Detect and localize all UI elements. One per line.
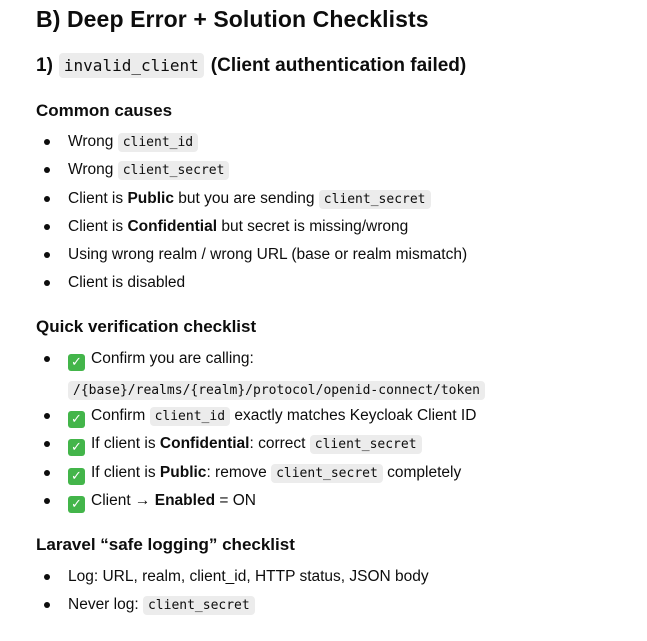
list-item	[36, 406, 636, 434]
item-text: Client →	[91, 491, 151, 509]
error-description: (Client authentication failed)	[210, 54, 467, 76]
check-icon: ✓	[68, 496, 85, 513]
check-icon: ✓	[68, 439, 85, 456]
item-text: : remove	[206, 463, 267, 481]
inline-code: client_secret	[310, 435, 422, 454]
item-text: but secret is missing/wrong	[221, 217, 409, 235]
item-text: Log: URL, realm, client_id, HTTP status, JSON body	[68, 568, 429, 585]
item-bold: Enabled	[154, 491, 216, 509]
item-text: Client is disabled	[68, 274, 186, 292]
item-text: Wrong	[68, 133, 114, 150]
bullet-icon	[44, 280, 50, 286]
item-text: Confirm	[91, 407, 146, 424]
item-bold: Public	[127, 189, 174, 207]
bullet-icon	[44, 413, 50, 419]
item-text: = ON	[219, 491, 256, 509]
item-text: If client is	[91, 463, 156, 481]
list-item	[36, 595, 636, 623]
item-bold: Confidential	[127, 217, 218, 235]
item-text: completely	[387, 463, 462, 481]
list-item	[36, 349, 636, 406]
inline-code: client_secret	[319, 190, 431, 209]
bullet-icon	[44, 224, 50, 230]
item-text: Client is	[68, 217, 124, 235]
causes-title: Common causes	[36, 101, 173, 120]
item-text: Wrong	[68, 161, 114, 179]
list-item	[36, 567, 636, 595]
logging-title: Laravel “safe logging” checklist	[36, 535, 295, 554]
item-text: Client is	[68, 189, 124, 207]
inline-code: client_secret	[118, 161, 230, 180]
item-text: but you are sending	[178, 189, 315, 207]
error-heading	[36, 53, 466, 78]
item-text: exactly matches Keycloak Client ID	[234, 407, 477, 424]
list-item	[36, 160, 636, 188]
item-bold: Confidential	[159, 435, 250, 453]
item-text: Confirm you are calling:	[91, 350, 254, 367]
section-heading: B) Deep Error + Solution Checklists	[36, 6, 429, 32]
bullet-icon	[44, 441, 50, 447]
causes-list	[36, 132, 636, 302]
list-item	[36, 217, 636, 245]
bullet-icon	[44, 139, 50, 145]
verify-title: Quick verification checklist	[36, 317, 257, 336]
check-icon: ✓	[68, 411, 85, 428]
item-bold: Public	[159, 463, 207, 481]
item-text: Never log:	[68, 596, 139, 614]
bullet-icon	[44, 252, 50, 258]
list-item	[36, 132, 636, 160]
item-text: : correct	[249, 435, 306, 453]
list-item	[36, 434, 636, 462]
list-item	[36, 491, 636, 519]
list-item	[36, 245, 636, 273]
list-item	[36, 273, 636, 301]
inline-code: client_secret	[271, 464, 383, 483]
bullet-icon	[44, 574, 50, 580]
item-text: Using wrong realm / wrong URL (base or realm mismatch)	[68, 246, 468, 264]
error-code: invalid_client	[59, 53, 204, 78]
error-number: 1)	[36, 54, 53, 76]
bullet-icon	[44, 356, 50, 362]
list-item	[36, 463, 636, 491]
item-text: If client is	[91, 435, 156, 453]
bullet-icon	[44, 196, 50, 202]
check-icon: ✓	[68, 354, 85, 371]
bullet-icon	[44, 498, 50, 504]
verify-list	[36, 349, 636, 519]
check-icon: ✓	[68, 468, 85, 485]
inline-code: client_secret	[143, 596, 255, 615]
inline-code: client_id	[118, 133, 198, 152]
bullet-icon	[44, 602, 50, 608]
list-item	[36, 189, 636, 217]
inline-code: /{base}/realms/{realm}/protocol/openid-connect/token	[68, 381, 485, 400]
bullet-icon	[44, 470, 50, 476]
inline-code: client_id	[150, 407, 230, 426]
bullet-icon	[44, 167, 50, 173]
logging-list	[36, 567, 636, 624]
